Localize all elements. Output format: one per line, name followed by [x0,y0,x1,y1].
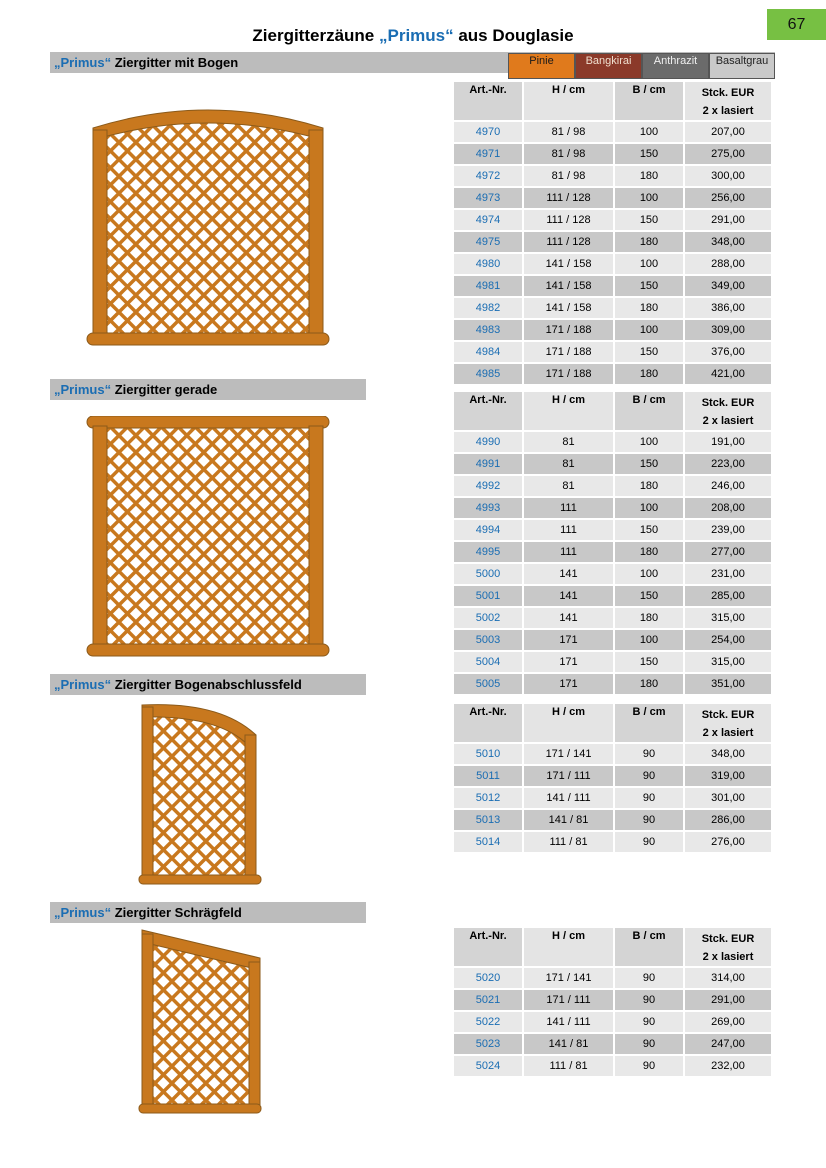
title-prefix: Ziergitterzäune [252,26,379,45]
height-cell: 111 / 128 [524,188,613,208]
table-row [454,210,771,230]
col-header-price [685,392,771,430]
price-cell: 348,00 [685,744,771,764]
art-nr-cell: 5005 [454,674,522,694]
art-nr-cell: 5024 [454,1056,522,1076]
width-cell: 180 [615,542,683,562]
price-cell: 319,00 [685,766,771,786]
art-nr-cell: 5012 [454,788,522,808]
width-cell: 180 [615,364,683,384]
height-cell: 111 / 128 [524,210,613,230]
height-cell: 171 / 141 [524,968,613,988]
price-cell: 269,00 [685,1012,771,1032]
height-cell: 171 / 188 [524,364,613,384]
price-cell: 376,00 [685,342,771,362]
table-row [454,144,771,164]
width-cell: 90 [615,810,683,830]
table-row [454,1012,771,1032]
price-cell: 277,00 [685,542,771,562]
table-row [454,990,771,1010]
table-row [454,788,771,808]
table-row [454,166,771,186]
price-cell: 208,00 [685,498,771,518]
height-cell: 111 / 81 [524,832,613,852]
height-cell: 141 / 158 [524,254,613,274]
price-header-line1: Stck. EUR [701,933,755,945]
price-header-line2: 2 x lasiert [702,951,754,963]
table-row [454,364,771,384]
section-brand: „Primus“ [54,905,112,920]
art-nr-cell: 4992 [454,476,522,496]
table-row [454,342,771,362]
width-cell: 100 [615,254,683,274]
art-nr-cell: 4971 [454,144,522,164]
height-cell: 141 / 158 [524,276,613,296]
col-header-height: H / cm [524,82,613,120]
price-header-line1: Stck. EUR [701,709,755,721]
table-row [454,188,771,208]
table-row [454,320,771,340]
table-row [454,232,771,252]
col-header-width: B / cm [615,392,683,430]
swatch-anthrazit: Anthrazit [642,53,709,79]
width-cell: 150 [615,652,683,672]
width-cell: 150 [615,276,683,296]
price-table-gerade [452,390,773,696]
table-header-row [454,82,771,120]
table-row [454,968,771,988]
art-nr-cell: 5014 [454,832,522,852]
price-cell: 191,00 [685,432,771,452]
fence-straight-illustration [85,416,331,658]
section-title: Ziergitter mit Bogen [111,55,239,70]
fence-arched-illustration [85,106,331,346]
art-nr-cell: 4985 [454,364,522,384]
price-cell: 254,00 [685,630,771,650]
price-header-line1: Stck. EUR [701,87,755,99]
art-nr-cell: 5002 [454,608,522,628]
table-row [454,652,771,672]
col-header-width: B / cm [615,704,683,742]
price-cell: 314,00 [685,968,771,988]
color-swatches [508,53,775,79]
height-cell: 111 / 81 [524,1056,613,1076]
art-nr-cell: 4995 [454,542,522,562]
height-cell: 171 [524,630,613,650]
price-cell: 315,00 [685,652,771,672]
price-header-line2: 2 x lasiert [702,415,754,427]
width-cell: 100 [615,320,683,340]
table-row [454,1056,771,1076]
price-cell: 223,00 [685,454,771,474]
price-cell: 286,00 [685,810,771,830]
height-cell: 171 [524,652,613,672]
price-table-bogenabschlussfeld [452,702,773,854]
table-row [454,432,771,452]
width-cell: 90 [615,990,683,1010]
height-cell: 141 / 81 [524,810,613,830]
table-row [454,498,771,518]
title-suffix: aus Douglasie [453,26,574,45]
price-cell: 300,00 [685,166,771,186]
price-header-line2: 2 x lasiert [702,727,754,739]
table-row [454,476,771,496]
table-header-row [454,704,771,742]
table-row [454,630,771,650]
section-header-bogenabschlussfeld [50,674,366,695]
table-row [454,810,771,830]
art-nr-cell: 5011 [454,766,522,786]
height-cell: 81 / 98 [524,122,613,142]
table-row [454,832,771,852]
price-cell: 288,00 [685,254,771,274]
width-cell: 150 [615,144,683,164]
width-cell: 180 [615,674,683,694]
table-row [454,674,771,694]
col-header-art: Art.-Nr. [454,82,522,120]
art-nr-cell: 4972 [454,166,522,186]
col-header-height: H / cm [524,704,613,742]
swatch-bangkirai: Bangkirai [575,53,642,79]
height-cell: 141 [524,608,613,628]
section-title: Ziergitter Bogenabschlussfeld [111,677,302,692]
table-row [454,744,771,764]
art-nr-cell: 4990 [454,432,522,452]
table-row [454,608,771,628]
height-cell: 141 / 111 [524,788,613,808]
price-cell: 309,00 [685,320,771,340]
width-cell: 180 [615,232,683,252]
width-cell: 180 [615,298,683,318]
price-cell: 351,00 [685,674,771,694]
height-cell: 141 [524,564,613,584]
fence-arched-end-illustration [138,703,264,885]
price-cell: 246,00 [685,476,771,496]
height-cell: 111 [524,520,613,540]
art-nr-cell: 4981 [454,276,522,296]
col-header-art: Art.-Nr. [454,928,522,966]
section-brand: „Primus“ [54,55,112,70]
table-row [454,454,771,474]
table-row [454,276,771,296]
height-cell: 171 / 141 [524,744,613,764]
art-nr-cell: 5003 [454,630,522,650]
width-cell: 100 [615,188,683,208]
art-nr-cell: 4982 [454,298,522,318]
width-cell: 90 [615,766,683,786]
col-header-height: H / cm [524,928,613,966]
width-cell: 100 [615,432,683,452]
art-nr-cell: 5023 [454,1034,522,1054]
art-nr-cell: 4974 [454,210,522,230]
height-cell: 111 / 128 [524,232,613,252]
height-cell: 171 / 111 [524,990,613,1010]
section-brand: „Primus“ [54,677,112,692]
price-cell: 349,00 [685,276,771,296]
art-nr-cell: 5013 [454,810,522,830]
art-nr-cell: 4975 [454,232,522,252]
price-cell: 285,00 [685,586,771,606]
art-nr-cell: 5020 [454,968,522,988]
col-header-price [685,704,771,742]
price-cell: 386,00 [685,298,771,318]
width-cell: 150 [615,454,683,474]
width-cell: 100 [615,122,683,142]
price-cell: 207,00 [685,122,771,142]
height-cell: 171 / 188 [524,342,613,362]
price-cell: 239,00 [685,520,771,540]
fence-sloped-illustration [138,928,264,1114]
art-nr-cell: 5000 [454,564,522,584]
price-cell: 301,00 [685,788,771,808]
art-nr-cell: 4980 [454,254,522,274]
table-header-row [454,928,771,966]
width-cell: 150 [615,342,683,362]
price-table-schraegfeld [452,926,773,1078]
price-cell: 256,00 [685,188,771,208]
art-nr-cell: 5021 [454,990,522,1010]
height-cell: 141 / 158 [524,298,613,318]
width-cell: 90 [615,1012,683,1032]
height-cell: 141 / 111 [524,1012,613,1032]
width-cell: 180 [615,476,683,496]
price-cell: 275,00 [685,144,771,164]
height-cell: 81 [524,432,613,452]
width-cell: 90 [615,1034,683,1054]
art-nr-cell: 4991 [454,454,522,474]
art-nr-cell: 4973 [454,188,522,208]
table-row [454,586,771,606]
price-cell: 291,00 [685,210,771,230]
page-number: 67 [767,9,826,40]
col-header-art: Art.-Nr. [454,392,522,430]
height-cell: 111 [524,542,613,562]
art-nr-cell: 4970 [454,122,522,142]
art-nr-cell: 5010 [454,744,522,764]
width-cell: 90 [615,1056,683,1076]
table-header-row [454,392,771,430]
col-header-price [685,82,771,120]
height-cell: 171 / 188 [524,320,613,340]
col-header-art: Art.-Nr. [454,704,522,742]
price-cell: 276,00 [685,832,771,852]
height-cell: 141 [524,586,613,606]
art-nr-cell: 5022 [454,1012,522,1032]
table-row [454,564,771,584]
price-cell: 232,00 [685,1056,771,1076]
art-nr-cell: 4993 [454,498,522,518]
table-row [454,1034,771,1054]
height-cell: 111 [524,498,613,518]
price-header-line2: 2 x lasiert [702,105,754,117]
page-title [0,26,826,46]
width-cell: 100 [615,630,683,650]
swatch-pinie: Pinie [508,53,575,79]
height-cell: 141 / 81 [524,1034,613,1054]
height-cell: 81 / 98 [524,144,613,164]
width-cell: 90 [615,744,683,764]
width-cell: 90 [615,832,683,852]
section-title: Ziergitter gerade [111,382,218,397]
height-cell: 81 / 98 [524,166,613,186]
table-row [454,766,771,786]
table-row [454,122,771,142]
swatch-basaltgrau: Basaltgrau [709,53,775,79]
section-brand: „Primus“ [54,382,112,397]
price-cell: 247,00 [685,1034,771,1054]
price-cell: 348,00 [685,232,771,252]
width-cell: 100 [615,564,683,584]
section-header-gerade [50,379,366,400]
table-row [454,542,771,562]
table-row [454,298,771,318]
art-nr-cell: 4983 [454,320,522,340]
width-cell: 150 [615,210,683,230]
col-header-width: B / cm [615,928,683,966]
width-cell: 100 [615,498,683,518]
col-header-height: H / cm [524,392,613,430]
width-cell: 150 [615,520,683,540]
price-cell: 315,00 [685,608,771,628]
art-nr-cell: 5004 [454,652,522,672]
price-cell: 231,00 [685,564,771,584]
height-cell: 171 / 111 [524,766,613,786]
price-header-line1: Stck. EUR [701,397,755,409]
width-cell: 150 [615,586,683,606]
art-nr-cell: 4994 [454,520,522,540]
height-cell: 81 [524,454,613,474]
title-brand: „Primus“ [378,26,454,45]
height-cell: 171 [524,674,613,694]
height-cell: 81 [524,476,613,496]
width-cell: 180 [615,608,683,628]
section-title: Ziergitter Schrägfeld [111,905,242,920]
price-table-bogen [452,80,773,386]
width-cell: 180 [615,166,683,186]
price-cell: 291,00 [685,990,771,1010]
art-nr-cell: 5001 [454,586,522,606]
table-row [454,254,771,274]
art-nr-cell: 4984 [454,342,522,362]
width-cell: 90 [615,788,683,808]
col-header-price [685,928,771,966]
section-header-schraegfeld [50,902,366,923]
width-cell: 90 [615,968,683,988]
table-row [454,520,771,540]
price-cell: 421,00 [685,364,771,384]
col-header-width: B / cm [615,82,683,120]
